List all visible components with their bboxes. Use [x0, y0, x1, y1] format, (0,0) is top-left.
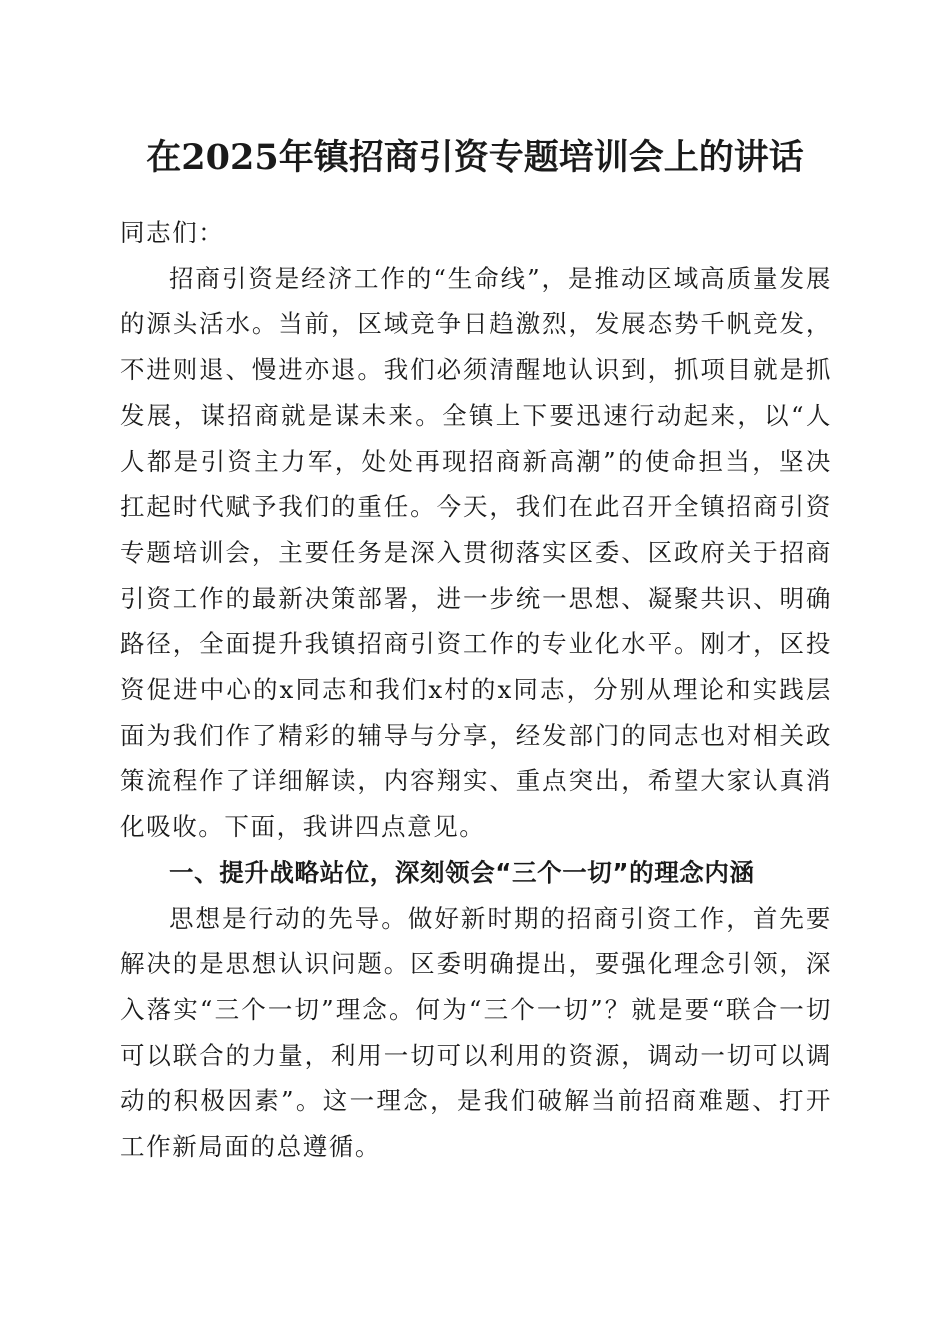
intro-paragraph: 招商引资是经济工作的“生命线”，是推动区域高质量发展的源头活水。当前，区域竞争日趋激烈，发展态势千帆竞发，不进则退、慢进亦退。我们必须清醒地认识到，抓项目就是抓发展，谋招商就是谋未来。全镇上下要迅速行动起来，以“人人都是引资主力军，处处再现招商新高潮”的使命担当，坚决扛起时代赋予我们的重任。今天，我们在此召开全镇招商引资专题培训会，主要任务是深入贯彻落实区委、区政府关于招商引资工作的最新决策部署，进一步统一思想、凝聚共识、明确路径，全面提升我镇招商引资工作的专业化水平。刚才，区投资促进中心的x同志和我们x村的x同志，分别从理论和实践层面为我们作了精彩的辅导与分享，经发部门的同志也对相关政策流程作了详细解读，内容翔实、重点突出，希望大家认真消化吸收。下面，我讲四点意见。	[120, 263, 832, 842]
section-heading-1: 一、提升战略站位，深刻领会“三个一切”的理念内涵	[169, 857, 755, 887]
section-1-paragraph: 思想是行动的先导。做好新时期的招商引资工作，首先要解决的是思想认识问题。区委明确提出，要强化理念引领，深入落实“三个一切”理念。何为“三个一切”？就是要“联合一切可以联合的力量，利用一切可以利用的资源，调动一切可以调动的积极因素”。这一理念，是我们破解当前招商难题、打开工作新局面的总遵循。	[120, 903, 832, 1162]
salutation: 同志们：	[120, 218, 225, 247]
document-title: 在2025年镇招商引资专题培训会上的讲话	[146, 137, 804, 178]
document-body	[120, 210, 832, 1170]
